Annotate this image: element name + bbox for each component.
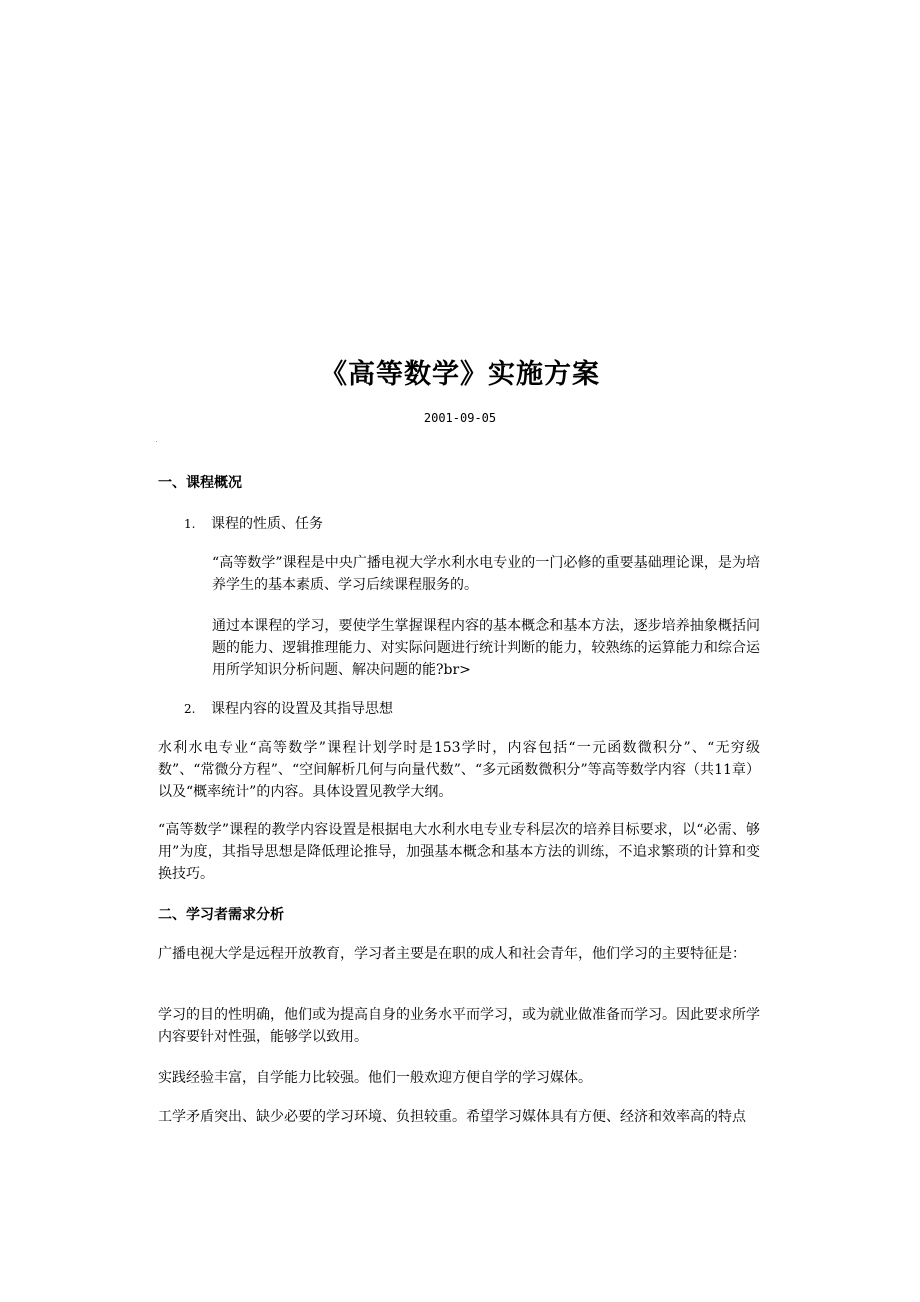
paragraph: 学习的目的性明确，他们或为提高自身的业务水平而学习，或为就业做准备而学习。因此要求所学内容要针对性强，能够学以致用。 (158, 1007, 760, 1045)
document-title: 《高等数学》实施方案 (320, 359, 600, 390)
list-item-2 (184, 698, 393, 718)
list-number: 1. (184, 517, 196, 531)
section-heading-course-overview: 一、课程概况 (158, 475, 242, 491)
paragraph: 广播电视大学是远程开放教育，学习者主要是在职的成人和社会青年，他们学习的主要特征是： (158, 946, 746, 962)
paragraph: 实践经验丰富，自学能力比较强。他们一般欢迎方便自学的学习媒体。 (158, 1070, 592, 1086)
list-item-1 (184, 513, 323, 533)
list-label: 课程内容的设置及其指导思想 (211, 701, 393, 717)
paragraph: 通过本课程的学习，要使学生掌握课程内容的基本概念和基本方法，逐步培养抽象概括问题的能力、逻辑推理能力、对实际问题进行统计判断的能力，较熟练的运算能力和综合运用所学知识分析问题、解决问题的能?br> (212, 618, 760, 678)
paragraph: 水利水电专业“高等数学”课程计划学时是153学时，内容包括“一元函数微积分”、“无穷级数”、“常微分方程”、“空间解析几何与向量代数”、“多元函数微积分”等高等数学内容（共11章）以及“概率统计”的内容。具体设置见教学大纲。 (158, 740, 760, 800)
section-heading-learner-needs: 二、学习者需求分析 (158, 907, 284, 923)
paragraph: 工学矛盾突出、缺少必要的学习环境、负担较重。希望学习媒体具有方便、经济和效率高的特点 (158, 1109, 746, 1125)
paragraph: “高等数学”课程是中央广播电视大学水利水电专业的一门必修的重要基础理论课，是为培养学生的基本素质、学习后续课程服务的。 (212, 555, 760, 593)
paragraph: “高等数学”课程的教学内容设置是根据电大水利水电专业专科层次的培养目标要求，以“必需、够用”为度，其指导思想是降低理论推导，加强基本概念和基本方法的训练，不追求繁琐的计算和变换技巧。 (158, 822, 760, 882)
document-date: 2001-09-05 (423, 411, 497, 425)
list-label: 课程的性质、任务 (211, 516, 323, 532)
stray-dot (156, 441, 157, 442)
list-number: 2. (184, 702, 196, 716)
